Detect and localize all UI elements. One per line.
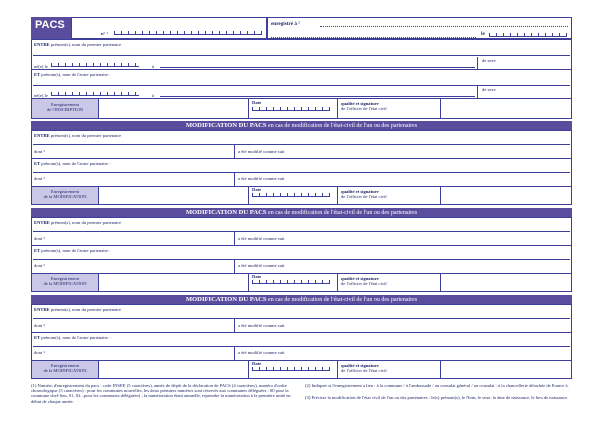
mod3-sig-label: qualité et signature de l'officier de l'état civil <box>341 363 387 373</box>
mod3-modified-label-1: a été modifié comme suit <box>238 323 285 328</box>
mod3-modified-label-2: a été modifié comme suit <box>238 350 285 355</box>
mod1-date-field[interactable] <box>252 193 330 197</box>
mod3-date-field[interactable] <box>252 367 330 371</box>
footnote-2: (2) Indiquer si l'enregistrement a lieu : à la commune / à l'ambassade / au consulat général / au consulat : à la chancellerie détachée de France à. <box>305 383 569 388</box>
registered-place-field[interactable] <box>320 21 568 27</box>
inscription-birthplace-field-2[interactable] <box>160 89 475 97</box>
footnote-3: (3) Préciser la modification de l'état civil de l'un ou des partenaires : le(s) prénom(s), le Nom, le sexe, la date de naissance, le lieu de naissance. <box>305 395 569 400</box>
registered-place-field-2[interactable] <box>271 32 476 38</box>
registered-date-field[interactable] <box>489 33 567 37</box>
mod1-partner1-name-field[interactable] <box>33 139 570 145</box>
mod1-partner1-label: ENTRE prénom(s), nom du premier partenaire <box>34 133 122 138</box>
modification-bar-1: MODIFICATION DU PACS en cas de modification de l'état-civil de l'un ou des partenaires <box>31 121 572 130</box>
mod1-dont-label-1: dont ³ <box>34 149 45 154</box>
mod2-modified-label-1: a été modifié comme suit <box>238 236 285 241</box>
num-label: n° ¹ <box>101 31 108 36</box>
mod2-dont-label-1: dont ³ <box>34 236 45 241</box>
inscription-partner2-name-field[interactable] <box>33 78 570 86</box>
mod2-date-field[interactable] <box>252 280 330 284</box>
inscription-date-label: Date <box>252 100 262 105</box>
mod2-partner1-label: ENTRE prénom(s), nom du premier partenaire <box>34 220 122 225</box>
inscription-birthdate-field-1[interactable] <box>51 63 139 67</box>
mod1-dont-label-2: dont ³ <box>34 176 45 181</box>
inscription-born-label-1: né(e) le <box>34 64 48 69</box>
mod1-reg-label: Enregistrement de la MODIFICATION <box>43 189 87 199</box>
mod3-reg-label: Enregistrement de la MODIFICATION <box>43 363 87 373</box>
mod2-reg-label: Enregistrement de la MODIFICATION <box>43 276 87 286</box>
inscription-birthplace-field-1[interactable] <box>160 60 475 68</box>
inscription-born-label-2: né(e) le <box>34 93 48 98</box>
modification-bar-3: MODIFICATION DU PACS en cas de modification de l'état-civil de l'un ou des partenaires <box>31 295 572 304</box>
mod2-date-label: Date <box>252 274 262 279</box>
mod3-date-label: Date <box>252 361 262 366</box>
inscription-partner2-label: ET prénom(s), nom de l'autre partenaire : <box>34 72 111 77</box>
mod1-partner2-label: ET prénom(s), nom de l'autre partenaire : <box>34 161 111 166</box>
mod2-dont-label-2: dont ³ <box>34 263 45 268</box>
mod1-modified-label-2: a été modifié comme suit <box>238 176 285 181</box>
inscription-sex-label-2: de sexe <box>482 87 496 92</box>
form-title: PACS <box>31 17 71 39</box>
le-label: le <box>481 31 485 37</box>
mod1-date-label: Date <box>252 187 262 192</box>
modification-bar-2: MODIFICATION DU PACS en cas de modification de l'état-civil de l'un ou des partenaires <box>31 208 572 217</box>
mod1-modified-label-1: a été modifié comme suit <box>238 149 285 154</box>
mod2-partner2-label: ET prénom(s), nom de l'autre partenaire : <box>34 248 111 253</box>
inscription-reg-label: Enregistrement de l'INSCRIPTION <box>46 102 84 112</box>
inscription-a-label-1: à <box>152 64 155 69</box>
mod2-partner2-name-field[interactable] <box>33 254 570 260</box>
mod2-partner1-name-field[interactable] <box>33 226 570 232</box>
mod3-dont-label-1: dont ³ <box>34 323 45 328</box>
inscription-sex-label-1: de sexe <box>482 58 496 63</box>
mod2-modified-label-2: a été modifié comme suit <box>238 263 285 268</box>
inscription-sig-label: qualité et signature de l'officier de l'état civil <box>341 101 387 111</box>
inscription-partner1-label: ENTRE prénom(s), nom du premier partenaire <box>34 42 122 47</box>
mod1-partner2-name-field[interactable] <box>33 167 570 173</box>
mod3-dont-label-2: dont ³ <box>34 350 45 355</box>
mod3-partner1-name-field[interactable] <box>33 313 570 319</box>
mod1-sig-label: qualité et signature de l'officier de l'état civil <box>341 189 387 199</box>
inscription-a-label-2: à <box>152 93 155 98</box>
registration-number-field[interactable] <box>114 31 262 35</box>
inscription-birthdate-field-2[interactable] <box>51 92 139 96</box>
mod2-sig-label: qualité et signature de l'officier de l'état civil <box>341 276 387 286</box>
inscription-partner1-name-field[interactable] <box>33 48 570 56</box>
footnote-1: (1) Numéro d'enregistrement du pacs : code INSEE (5 caractères), année de dépôt de la déclaration de PACS (4 caractères), numéro d'ordre chronologique (5 caractères) : pour les communes nouvelles, les deux premiers numéros sont réservés aux communes déléguées : 00 pour la commune chef-lieu, 01, 02...pour les communes déléguées) ; la numérotation étant annuelle, reprendre la numérotation à la première unité en début de chaque année. <box>31 383 291 404</box>
mod3-partner2-label: ET prénom(s), nom de l'autre partenaire : <box>34 335 111 340</box>
registered-label: enregistré à ² <box>271 21 300 27</box>
mod3-partner1-label: ENTRE prénom(s), nom du premier partenaire <box>34 307 122 312</box>
inscription-date-field[interactable] <box>252 107 330 111</box>
mod3-partner2-name-field[interactable] <box>33 341 570 347</box>
